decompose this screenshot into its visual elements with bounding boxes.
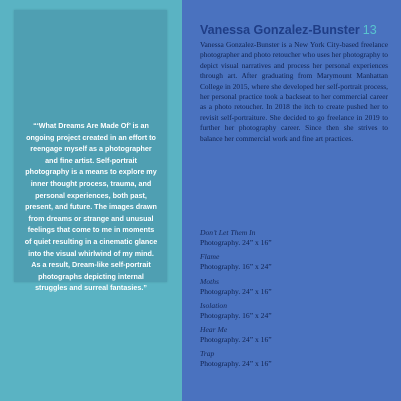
work-item: [200, 228, 380, 248]
work-title: Moths: [200, 276, 219, 286]
page-header: [200, 22, 377, 38]
work-medium: Photography. 24” x 16”: [200, 359, 272, 369]
work-item: [200, 349, 380, 369]
work-medium: Photography. 24” x 16”: [200, 335, 272, 345]
work-item: [200, 277, 380, 297]
artist-name: Vanessa Gonzalez-Bunster: [200, 23, 360, 37]
work-title: Isolation: [200, 300, 228, 310]
work-item: [200, 325, 380, 345]
works-list: [200, 228, 380, 374]
work-medium: Photography. 24” x 16”: [200, 238, 272, 247]
work-medium: Photography. 16” x 24”: [200, 310, 272, 320]
artist-bio: Vanessa Gonzalez-Bunster is a New York City-based freelance photographer and photo retoucher who uses her photography to depict visual narratives and process her personal experiences through art. After graduating from Marymount Manhattan College in 2015, where she developed her self-portrait process, her personal practice took a backseat to her commercial career as a photo retoucher. In 2018 the itch to create pushed her to revisit self-portraiture. She decided to go freelance in 2019 to further her photography career. Since then she strives to balance her commercial work and fine art practices.: [200, 40, 388, 143]
work-medium: Photography. 16” x 24”: [200, 262, 272, 272]
work-title: Hear Me: [200, 325, 228, 335]
page-number: 13: [362, 23, 377, 37]
work-title: Don’t Let Them In: [200, 228, 256, 237]
work-title: Flame: [200, 252, 220, 262]
artist-statement: “‘What Dreams Are Made Of’ is an ongoing project created in an effort to reengage myself as a photographer and fine artist. Self-portrait photography is a means to explore my inner thought process, trauma, and personal experiences, both past, present, and future. The images drawn from dreams or strange and unusual feelings that come to me in moments of quiet resulting in a cinematic glance into the visual whirlwind of my mind. As a result, Dream-like self-portrait photographs depicting internal struggles and surreal fantasies.”: [24, 121, 158, 293]
work-medium: Photography. 24” x 16”: [200, 286, 272, 296]
work-title: Trap: [200, 349, 215, 359]
work-item: [200, 252, 380, 272]
work-item: [200, 301, 380, 321]
